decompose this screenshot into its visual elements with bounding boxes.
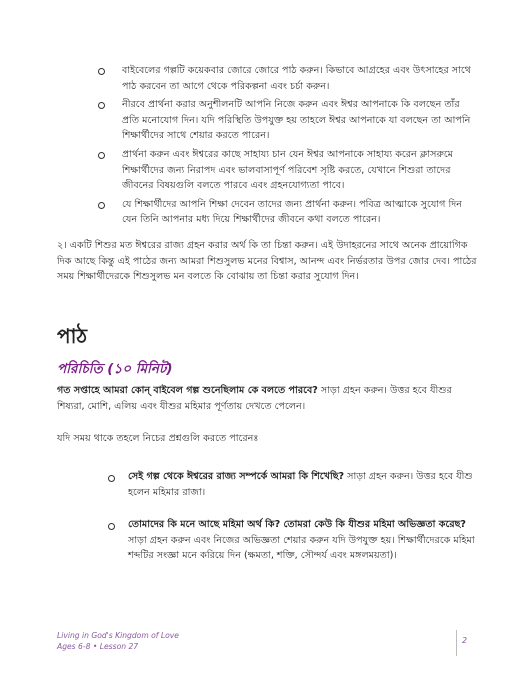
page-footer — [57, 631, 179, 652]
question-answer-text: সাড়া গ্রহন করুন। উত্তর হবে যীশুর শিষ্যরা, মোশি, এলিয় এবং যীশুর মহিমার পূর্ণতায় দেখতে পেলেন। — [57, 385, 452, 412]
hollow-bullet-icon — [98, 152, 105, 159]
list-item — [108, 469, 478, 500]
hollow-bullet-icon — [98, 102, 105, 109]
list-item — [98, 197, 474, 228]
hollow-bullet-icon — [98, 202, 105, 209]
question-bold-text: গত সপ্তাহে আমরা কোন্ বাইবেল গল্প শুনেছিলাম কে বলতে পারবে? — [57, 385, 318, 396]
bullet-text: বাইবেলের গল্পটি কয়েকবার জোরে জোরে পাঠ করুন। কিভাবে আগ্রহের এবং উৎসাহের সাথে পাঠ করবেন তা আগে থেকে পরিকল্পনা এবং চর্চা করুন। — [122, 65, 471, 92]
intro-question — [57, 383, 477, 414]
numbered-paragraph: ২। একটি শিশুর মত ঈশ্বরের রাজ্য গ্রহন করার অর্থ কি তা চিন্তা করুন। এই উদাহরনের সাথে অনেক প্রায়োগিক দিক আছে কিন্তু এই পাঠের জন্য আমরা শিশুসুলভ মনের বিশ্বাস, আনন্দ এবং নির্ভরতার উপর জোর দেব। পাঠের সময় শিক্ষার্থীদেরকে শিশুসুলভ মন বলতে কি বোঝায় তা চিন্তা করার সুযোগ দিন। — [57, 240, 477, 283]
if-time-paragraph: যদি সময় থাকে তহলে নিচের প্রশ্নগুলি করতে পারেনঃ — [57, 433, 259, 444]
list-item — [108, 517, 478, 564]
bullet-text: নীরবে প্রার্থনা করার অনুশীলনটি আপনি নিজে করুন এবং ঈশ্বর আপনাকে কি বলছেন তাঁর প্রতি মনোযোগ দিন। যদি পরিস্থিতি উপযুক্ত হয় তাহলে ঈশ্বর আপনাকে যা বলছেন তা আপনি শিক্ষার্থীদের সাথে শেয়ার করতে পারেন। — [122, 99, 471, 142]
preparation-bullet-list — [98, 63, 474, 231]
question-answer-text: সাড়া গ্রহন করুন এবং নিজের অভিজ্ঞতা শেয়ার করুন যদি উপযুক্ত হয়। শিক্ষার্থীদেরকে মহিমা শব্দটির সংজ্ঞা মনে করিয়ে দিন (ক্ষমতা, শক্তি, সৌন্দর্য এবং মঙ্গলময়তা)। — [128, 534, 475, 562]
list-item — [98, 147, 474, 194]
hollow-bullet-icon — [108, 475, 115, 482]
footer-lesson-info: Ages 6-8 • Lesson 27 — [57, 641, 139, 651]
footer-title: Living in God's Kingdom of Love — [57, 631, 179, 640]
question-bold-text: তোমাদের কি মনে আছে মহিমা অর্থ কি? তোমরা কেউ কি যীশুর মহিমা অভিজ্ঞতা করেছ? — [128, 519, 466, 531]
list-item — [98, 63, 474, 94]
bullet-text: প্রার্থনা করুন এবং ঈশ্বরের কাছে সাহায্য চান যেন ঈশ্বর আপনাকে সাহায্য করেন ক্লাসরুমে শিক্ষার্থীদের জন্য নিরাপদ এবং ভালবাসাপূর্ণ পরিবেশ সৃষ্টি করতে, যেখানে শিশুরা তাদের জীবনের বিষয়গুলি বলতে পারবে এবং গ্রহনযোগ্যতা পাবে। — [122, 148, 454, 192]
hollow-bullet-icon — [108, 523, 115, 530]
subsection-heading: পরিচিতি (১০ মিনিট) — [57, 361, 173, 377]
footer-divider — [456, 630, 457, 656]
hollow-bullet-icon — [98, 68, 105, 75]
question-bold-text: সেই গল্প থেকে ঈশ্বরের রাজ্য সম্পর্কে আমরা কি শিখেছি? — [128, 471, 345, 482]
list-item — [98, 97, 474, 144]
question-bullet-list — [108, 469, 478, 581]
section-heading: পাঠ — [57, 324, 88, 348]
question-answer-text: সাড়া গ্রহন করুন। উত্তর হবে যীশু হলেন মহিমার রাজা। — [128, 471, 473, 498]
page-number: 2 — [462, 636, 468, 645]
bullet-text: যে শিক্ষার্থীদের আপনি শিক্ষা দেবেন তাদের জন্য প্রার্থনা করুন। পবিত্র আত্মাকে সুযোগ দিন যেন তিনি আপনার মধ্য দিয়ে শিক্ষার্থীদের জীবনে কথা বলতে পারেন। — [122, 198, 462, 226]
